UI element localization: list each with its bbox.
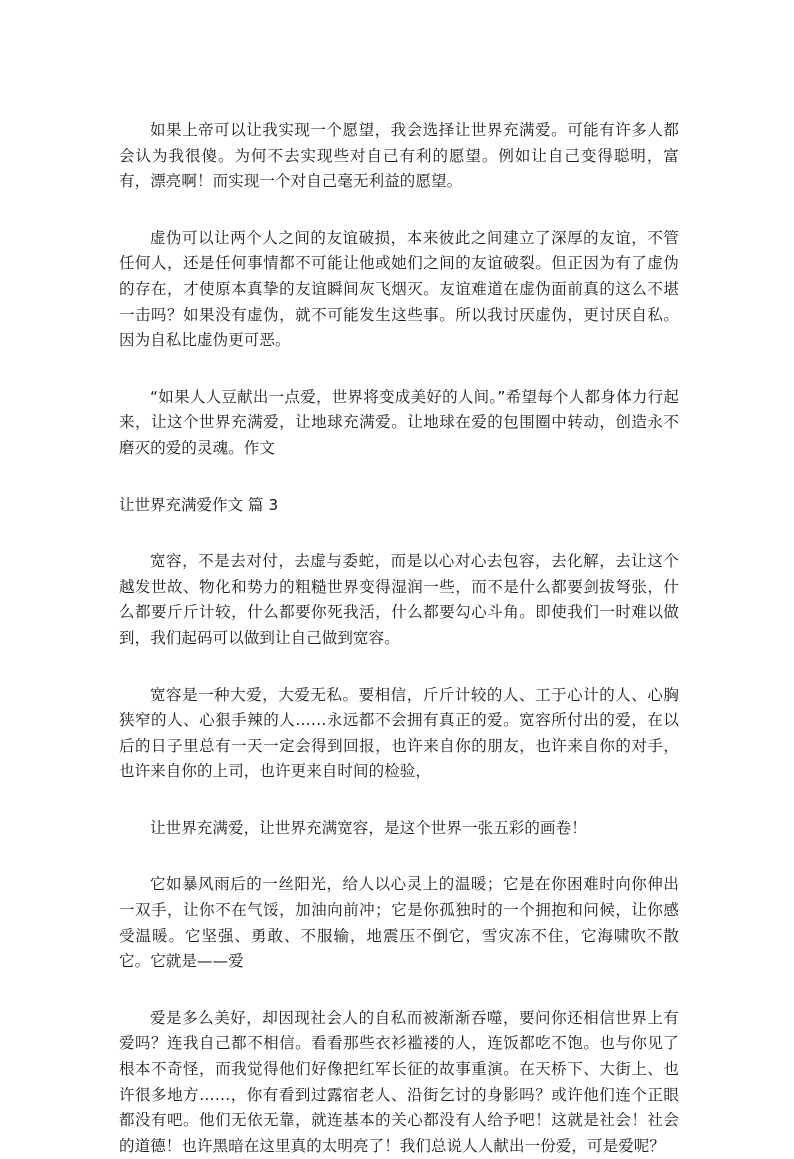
paragraph-society: 爱是多么美好，却因现社会人的自私而被渐渐吞噬，要问你还相信世界上有爱吗？连我自己都不相信。看看那些衣衫褴褛的人，连饭都吃不饱。也与你见了根本不奇怪，而我觉得他们好像把红军长征的故事重演。在天桥下、大街上、也许很多地方……，你有看到过露宿老人、沿街乞讨的身影吗？或许他们连个正眼都没有吧。他们无依无靠，就连基本的关心都没有人给予吧！这就是社会！社会的道德！也许黑暗在这里真的太明亮了！我们总说人人献出一份爱，可是爱呢？	[119, 1008, 679, 1155]
paragraph-quote: “如果人人豆献出一点爱，世界将变成美好的人间。”希望每个人都身体力行起来，让这个世界充满爱，让地球充满爱。让地球在爱的包围圈中转动，创造永不磨灭的爱的灵魂。作文	[119, 387, 679, 457]
paragraph-gap	[119, 195, 679, 226]
paragraph-gap	[119, 462, 679, 493]
paragraph-tolerance: 宽容，不是去对付，去虚与委蛇，而是以心对心去包容，去化解，去让这个越发世故、物化和势力的粗糙世界变得湿润一些，而不是什么都要剑拔弩张，什么都要斤斤计较，什么都要你死我活，什么都要勾心斗角。即使我们一时难以做到，我们起码可以做到让自己做到宽容。	[119, 552, 679, 647]
paragraph-hypocrisy: 虚伪可以让两个人之间的友谊破损，本来彼此之间建立了深厚的友谊，不管任何人，还是任何事情都不可能让他或她们之间的友谊破裂。但正因为有了虚伪的存在，才使原本真挚的友谊瞬间灰飞烟灭。友谊难道在虚伪面前真的这么不堪一击吗？如果没有虚伪，就不可能发生这些事。所以我讨厌虚伪，更讨厌自私。因为自私比虚伪更可恶。	[119, 228, 679, 350]
paragraph-gap	[119, 518, 679, 549]
paragraph-gap	[119, 354, 679, 385]
paragraph-gap	[119, 652, 679, 683]
paragraph-sunshine: 它如暴风雨后的一丝阳光，给人以心灵上的温暖；它是在你困难时向你伸出一双手，让你不在气馁，加油向前冲；它是你孤独时的一个拥抱和问候，让你感受温暖。它坚强、勇敢、不服输，地震压不倒它，雪灾冻不住，它海啸吹不散它。它就是——爱	[119, 875, 679, 971]
paragraph-gap	[119, 975, 679, 1006]
paragraph-gap	[119, 785, 679, 816]
paragraph-great-love: 宽容是一种大爱，大爱无私。要相信，斤斤计较的人、工于心计的人、心胸狭窄的人、心狠手辣的人……永远都不会拥有真正的爱。宽容所付出的爱，在以后的日子里总有一天一定会得到回报，也许来自你的朋友，也许来自你的对手，也许来自你的上司，也许更来自时间的检验，	[119, 685, 679, 781]
section-title: 让世界充满爱作文 篇 3	[119, 495, 279, 514]
paragraph-picture-scroll: 让世界充满爱，让世界充满宽容，是这个世界一张五彩的画卷！	[150, 818, 587, 837]
paragraph-wish: 如果上帝可以让我实现一个愿望，我会选择让世界充满爱。可能有许多人都会认为我很傻。为何不去实现些对自己有利的愿望。例如让自己变得聪明，富有，漂亮啊！而实现一个对自己毫无利益的愿望。	[119, 121, 679, 191]
document-page	[119, 118, 679, 1159]
paragraph-gap	[119, 841, 679, 872]
